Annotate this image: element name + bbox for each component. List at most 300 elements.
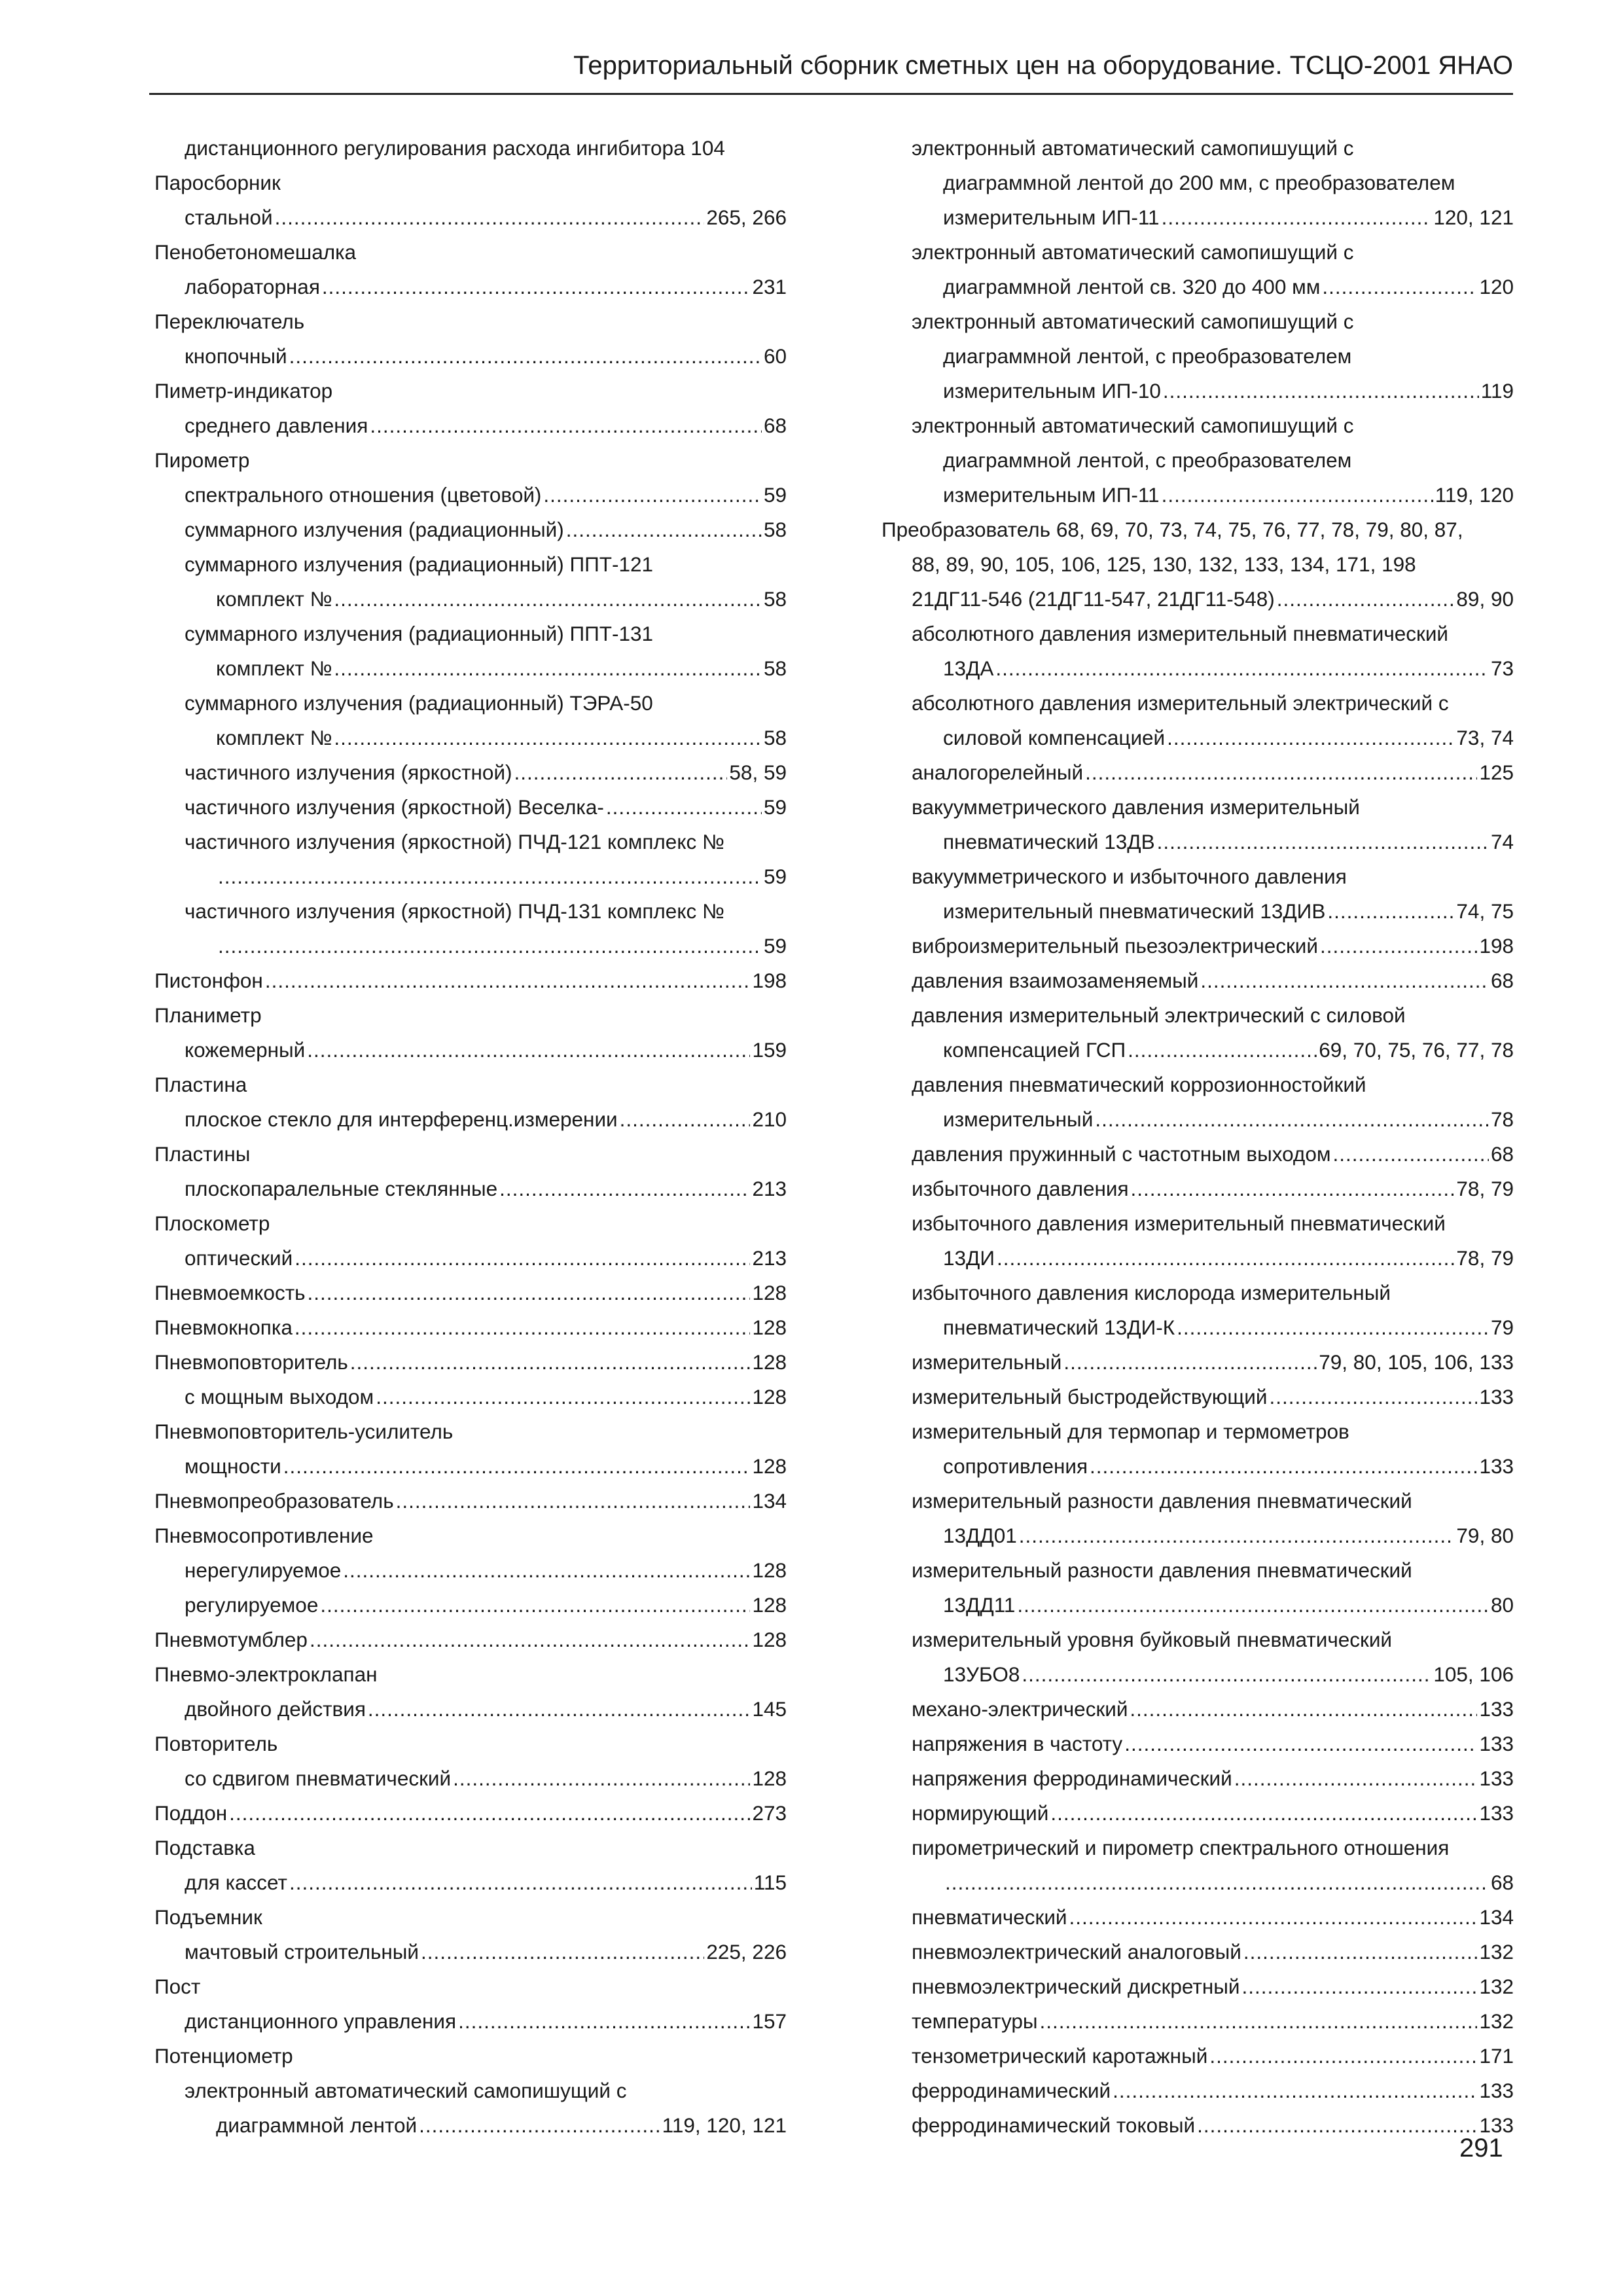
index-term: со сдвигом пневматический — [185, 1767, 452, 1790]
index-term: Пост — [154, 1975, 201, 1998]
index-entry — [154, 1935, 787, 1969]
dot-leader — [566, 512, 762, 547]
dot-leader — [310, 1623, 750, 1657]
index-term: электронный автоматический самопишущий с — [912, 310, 1354, 333]
page-reference: 68 — [1490, 969, 1514, 992]
index-term: оптический — [185, 1246, 293, 1270]
index-entry — [154, 963, 787, 998]
dot-leader — [218, 859, 762, 894]
index-entry — [154, 2073, 787, 2108]
index-term: абсолютного давления измерительный электрический с — [912, 691, 1449, 715]
index-term: 13ДД11 — [943, 1593, 1016, 1617]
index-term: частичного излучения (яркостной) ПЧД-131 комплекс № — [185, 899, 724, 923]
dot-leader — [419, 2108, 660, 2143]
index-entry — [882, 1727, 1514, 1761]
index-entry — [882, 929, 1514, 963]
index-entry — [882, 1345, 1514, 1380]
index-entry — [882, 1414, 1514, 1449]
index-term: комплект № — [216, 656, 332, 680]
page-reference: 58 — [763, 726, 787, 749]
index-entry — [154, 1553, 787, 1588]
page-reference: 128 — [752, 1316, 787, 1339]
index-entry — [882, 1935, 1514, 1969]
dot-leader — [294, 1241, 750, 1276]
index-term: Пистонфон — [154, 969, 263, 992]
index-entry — [154, 1414, 787, 1449]
index-term: диаграммной лентой, с преобразователем — [943, 344, 1352, 368]
index-entry — [154, 1692, 787, 1727]
index-entry — [154, 825, 787, 859]
dot-leader — [289, 1865, 752, 1900]
index-term: 88, 89, 90, 105, 106, 125, 130, 132, 133, 134, 171, 198 — [912, 552, 1416, 576]
index-term: давления пружинный с частотным выходом — [912, 1142, 1331, 1166]
index-entry — [154, 408, 787, 443]
index-entry — [154, 998, 787, 1033]
index-term: суммарного излучения (радиационный) ТЭРА-50 — [185, 691, 653, 715]
index-term: нормирующий — [912, 1801, 1049, 1825]
dot-leader — [1269, 1380, 1477, 1414]
index-entry — [882, 1553, 1514, 1588]
index-term: Пластины — [154, 1142, 251, 1166]
index-entry — [154, 686, 787, 721]
index-term: давления взаимозаменяемый — [912, 969, 1199, 992]
dot-leader — [1085, 755, 1477, 790]
index-entry — [882, 1067, 1514, 1102]
index-entry — [882, 617, 1514, 651]
index-entry — [882, 1449, 1514, 1484]
index-entry — [882, 963, 1514, 998]
index-term: измерительный разности давления пневматический — [912, 1489, 1412, 1513]
dot-leader — [334, 582, 762, 617]
dot-leader — [1234, 1761, 1478, 1796]
dot-leader — [265, 963, 751, 998]
page-reference: 119, 120, 121 — [662, 2113, 787, 2137]
index-entry — [154, 374, 787, 408]
index-term: виброизмерительный пьезоэлектрический — [912, 934, 1318, 958]
page-reference: 128 — [752, 1558, 787, 1582]
page-reference: 198 — [752, 969, 787, 992]
page-reference: 73, 74 — [1456, 726, 1514, 749]
index-term: измерительный быстродействующий — [912, 1385, 1268, 1408]
dot-leader — [945, 1865, 1489, 1900]
page-reference: 78, 79 — [1456, 1246, 1514, 1270]
page-reference: 273 — [752, 1801, 787, 1825]
index-entry — [882, 1865, 1514, 1900]
index-term: механо-электрический — [912, 1697, 1128, 1721]
index-entry — [882, 304, 1514, 339]
index-term: Поддон — [154, 1801, 228, 1825]
index-term: нерегулируемое — [185, 1558, 342, 1582]
dot-leader — [514, 755, 728, 790]
index-entry — [882, 1657, 1514, 1692]
page-reference: 198 — [1479, 934, 1514, 958]
dot-leader — [1200, 963, 1489, 998]
dot-leader — [606, 790, 762, 825]
page-reference: 59 — [763, 795, 787, 819]
index-term: Потенциометр — [154, 2044, 293, 2068]
dot-leader — [1128, 1033, 1317, 1067]
index-term: кнопочный — [185, 344, 287, 368]
index-entry — [154, 1865, 787, 1900]
index-term: суммарного излучения (радиационный) ППТ-131 — [185, 622, 654, 645]
index-entry — [154, 270, 787, 304]
dot-leader — [1177, 1310, 1489, 1345]
page-reference: 58, 59 — [729, 761, 787, 784]
index-term: Преобразователь 68, 69, 70, 73, 74, 75, 76, 77, 78, 79, 80, 87, — [882, 518, 1463, 541]
index-entry — [882, 1033, 1514, 1067]
index-entry — [882, 1623, 1514, 1657]
dot-leader — [1157, 825, 1489, 859]
index-entry — [154, 721, 787, 755]
index-entry — [882, 270, 1514, 304]
index-term: пневматический 13ДИ-К — [943, 1316, 1175, 1339]
index-entry — [154, 1831, 787, 1865]
index-entry — [882, 2108, 1514, 2143]
index-entry — [882, 1206, 1514, 1241]
dot-leader — [370, 408, 762, 443]
index-entry — [882, 131, 1514, 166]
page-reference: 133 — [1479, 1732, 1514, 1755]
index-term: Пенобетономешалка — [154, 240, 357, 264]
dot-leader — [1095, 1102, 1489, 1137]
index-term: лабораторная — [185, 275, 320, 298]
index-entry — [882, 1900, 1514, 1935]
index-entry — [154, 1900, 787, 1935]
dot-leader — [1162, 200, 1432, 235]
page-reference: 159 — [752, 1038, 787, 1062]
index-entry — [882, 1796, 1514, 1831]
index-entry — [154, 1172, 787, 1206]
index-term: ферродинамический — [912, 2079, 1111, 2102]
page-reference: 59 — [763, 934, 787, 958]
index-entry — [154, 166, 787, 200]
index-term: Пневмо-электроклапан — [154, 1662, 378, 1686]
page-reference: 132 — [1479, 2009, 1514, 2033]
index-term: суммарного излучения (радиационный) — [185, 518, 564, 541]
index-entry — [882, 408, 1514, 443]
index-term: давления пневматический коррозионностойкий — [912, 1073, 1366, 1096]
index-entry — [882, 1692, 1514, 1727]
index-term: Повторитель — [154, 1732, 278, 1755]
dot-leader — [218, 929, 762, 963]
index-term: Пиметр-индикатор — [154, 379, 333, 403]
page-reference: 128 — [752, 1281, 787, 1304]
page-reference: 132 — [1479, 1940, 1514, 1964]
index-entry — [154, 478, 787, 512]
page-reference: 60 — [763, 344, 787, 368]
index-term: напряжения в частоту — [912, 1732, 1123, 1755]
index-entry — [154, 1518, 787, 1553]
index-entry — [154, 1033, 787, 1067]
page-reference: 58 — [763, 587, 787, 611]
page-reference: 68 — [763, 414, 787, 437]
index-entry — [154, 617, 787, 651]
index-term: Пневмоповторитель-усилитель — [154, 1420, 454, 1443]
index-entry — [154, 200, 787, 235]
index-term: компенсацией ГСП — [943, 1038, 1126, 1062]
index-term: 13ДА — [943, 656, 994, 680]
dot-leader — [1277, 582, 1455, 617]
dot-leader — [1197, 2108, 1477, 2143]
dot-leader — [322, 270, 751, 304]
index-term: силовой компенсацией — [943, 726, 1166, 749]
index-entry — [882, 721, 1514, 755]
index-term: Пневмоповторитель — [154, 1350, 348, 1374]
page-reference: 134 — [1479, 1905, 1514, 1929]
dot-leader — [499, 1172, 750, 1206]
dot-leader — [1130, 1692, 1477, 1727]
index-entry — [154, 755, 787, 790]
page-reference: 132 — [1479, 1975, 1514, 1998]
index-entry — [154, 1796, 787, 1831]
page-reference: 231 — [752, 275, 787, 298]
dot-leader — [229, 1796, 750, 1831]
index-entry — [882, 651, 1514, 686]
dot-leader — [1113, 2073, 1477, 2108]
page-reference: 73 — [1490, 656, 1514, 680]
index-entry — [154, 651, 787, 686]
index-term: Плоскометр — [154, 1211, 270, 1235]
index-term: вакуумметрического и избыточного давления — [912, 865, 1347, 888]
index-term: Пневмосопротивление — [154, 1524, 374, 1547]
index-term: Пневмоемкость — [154, 1281, 306, 1304]
running-header — [149, 47, 1513, 95]
index-entry — [882, 1518, 1514, 1553]
page-reference: 59 — [763, 483, 787, 507]
index-column-right — [882, 131, 1514, 2143]
index-term: Пластина — [154, 1073, 247, 1096]
header-title: Территориальный сборник сметных цен на оборудование. ТСЦО-2001 ЯНАО — [573, 51, 1513, 80]
dot-leader — [294, 1310, 751, 1345]
index-entry — [882, 755, 1514, 790]
index-entry — [154, 1761, 787, 1796]
index-entry — [882, 1761, 1514, 1796]
index-term: измерительный для термопар и термометров — [912, 1420, 1349, 1443]
page-reference: 68 — [1490, 1871, 1514, 1894]
index-entry — [154, 1276, 787, 1310]
index-entry — [154, 2039, 787, 2073]
index-entry — [882, 894, 1514, 929]
page-reference: 119 — [1480, 379, 1514, 403]
index-entry — [154, 339, 787, 374]
index-entry — [154, 1727, 787, 1761]
dot-leader — [320, 1588, 750, 1623]
index-term: Пневмотумблер — [154, 1628, 308, 1651]
page-reference: 133 — [1479, 1385, 1514, 1408]
index-term: среднего давления — [185, 414, 368, 437]
index-term: измерительный — [943, 1107, 1094, 1131]
index-term: измерительный пневматический 13ДИВ — [943, 899, 1326, 923]
index-term: диаграммной лентой — [216, 2113, 418, 2137]
index-entry — [882, 2004, 1514, 2039]
index-entry — [882, 859, 1514, 894]
dot-leader — [1209, 2039, 1477, 2073]
index-entry — [882, 1380, 1514, 1414]
page-reference: 225, 226 — [706, 1940, 787, 1964]
index-term: комплект № — [216, 587, 332, 611]
dot-leader — [1050, 1796, 1477, 1831]
index-entry — [154, 929, 787, 963]
index-term: пневматический 13ДВ — [943, 830, 1155, 853]
index-term: плоское стекло для интерференц.измерении — [185, 1107, 618, 1131]
index-entry — [154, 131, 787, 166]
dot-leader — [308, 1276, 751, 1310]
index-term: тензометрический каротажный — [912, 2044, 1208, 2068]
index-term: избыточного давления измерительный пневматический — [912, 1211, 1446, 1235]
page-reference: 115 — [753, 1871, 787, 1894]
index-term: абсолютного давления измерительный пневматический — [912, 622, 1449, 645]
page-reference: 133 — [1479, 2113, 1514, 2137]
index-term: комплект № — [216, 726, 332, 749]
dot-leader — [396, 1484, 751, 1518]
page-reference: 105, 106 — [1433, 1662, 1514, 1686]
index-entry — [154, 1206, 787, 1241]
page-reference: 59 — [763, 865, 787, 888]
index-term: пневмоэлектрический аналоговый — [912, 1940, 1241, 1964]
dot-leader — [1131, 1172, 1455, 1206]
dot-leader — [1063, 1345, 1317, 1380]
index-term: пневмоэлектрический дискретный — [912, 1975, 1240, 1998]
index-entry — [154, 894, 787, 929]
index-term: напряжения ферродинамический — [912, 1767, 1232, 1790]
dot-leader — [1333, 1137, 1489, 1172]
index-term: измерительным ИП-11 — [943, 206, 1160, 229]
page-reference: 78 — [1490, 1107, 1514, 1131]
index-entry — [882, 1310, 1514, 1345]
index-entry — [882, 339, 1514, 374]
dot-leader — [1069, 1900, 1478, 1935]
page-number: 291 — [1459, 2134, 1503, 2162]
page-reference: 128 — [752, 1628, 787, 1651]
index-entry — [882, 1276, 1514, 1310]
index-term: мачтовый строительный — [185, 1940, 419, 1964]
page-reference: 171 — [1479, 2044, 1514, 2068]
index-entry — [882, 686, 1514, 721]
index-entry — [882, 790, 1514, 825]
index-term: аналогорелейный — [912, 761, 1084, 784]
index-entry — [154, 512, 787, 547]
dot-leader — [1019, 1518, 1455, 1553]
page-reference: 128 — [752, 1350, 787, 1374]
dot-leader — [1167, 721, 1454, 755]
index-entry — [154, 1241, 787, 1276]
index-term: электронный автоматический самопишущий с — [912, 136, 1354, 160]
page-reference: 68 — [1490, 1142, 1514, 1166]
index-entry — [882, 1831, 1514, 1865]
index-term: Переключатель — [154, 310, 305, 333]
index-term: измерительным ИП-10 — [943, 379, 1161, 403]
index-term: давления измерительный электрический с силовой — [912, 1003, 1406, 1027]
dot-leader — [1322, 270, 1477, 304]
dot-leader — [343, 1553, 750, 1588]
dot-leader — [368, 1692, 751, 1727]
dot-leader — [453, 1761, 750, 1796]
index-term: с мощным выходом — [185, 1385, 374, 1408]
index-entry — [154, 1067, 787, 1102]
index-entry — [154, 1380, 787, 1414]
index-term: стальной — [185, 206, 273, 229]
index-term: избыточного давления — [912, 1177, 1129, 1200]
page-reference: 120, 121 — [1433, 206, 1514, 229]
index-term: измерительный — [912, 1350, 1062, 1374]
page-reference: 133 — [1479, 1767, 1514, 1790]
dot-leader — [283, 1449, 751, 1484]
index-entry — [882, 374, 1514, 408]
index-entry — [154, 443, 787, 478]
dot-leader — [1022, 1657, 1431, 1692]
index-entry — [882, 1102, 1514, 1137]
index-term: дистанционного управления — [185, 2009, 457, 2033]
dot-leader — [334, 651, 762, 686]
index-entry — [154, 2108, 787, 2143]
index-entry — [154, 2004, 787, 2039]
dot-leader — [307, 1033, 750, 1067]
index-term: Паросборник — [154, 171, 281, 194]
dot-leader — [1320, 929, 1477, 963]
index-term: мощности — [185, 1454, 281, 1478]
dot-leader — [1090, 1449, 1477, 1484]
index-term: 13УБО8 — [943, 1662, 1020, 1686]
index-entry — [154, 235, 787, 270]
index-term: плоскопаралельные стеклянные — [185, 1177, 498, 1200]
page-reference: 265, 266 — [706, 206, 787, 229]
index-entry — [882, 1484, 1514, 1518]
index-entry — [154, 547, 787, 582]
index-term: спектрального отношения (цветовой) — [185, 483, 542, 507]
index-entry — [882, 2073, 1514, 2108]
page-reference: 210 — [752, 1107, 787, 1131]
index-entry — [882, 478, 1514, 512]
page-reference: 133 — [1479, 1801, 1514, 1825]
dot-leader — [1163, 374, 1479, 408]
page-reference: 157 — [752, 2009, 787, 2033]
dot-leader — [1017, 1588, 1489, 1623]
index-term: измерительным ИП-11 — [943, 483, 1160, 507]
dot-leader — [376, 1380, 750, 1414]
page-reference: 79 — [1490, 1316, 1514, 1339]
index-term: Пневмокнопка — [154, 1316, 293, 1339]
page-reference: 133 — [1479, 1454, 1514, 1478]
index-entry — [154, 304, 787, 339]
index-term: температуры — [912, 2009, 1038, 2033]
page-reference: 133 — [1479, 2079, 1514, 2102]
index-entry — [882, 1969, 1514, 2004]
index-term: суммарного излучения (радиационный) ППТ-121 — [185, 552, 654, 576]
index-term: 13ДИ — [943, 1246, 995, 1270]
dot-leader — [421, 1935, 704, 1969]
index-term: дистанционного регулирования расхода ингибитора 104 — [185, 136, 725, 160]
dot-leader — [543, 478, 762, 512]
dot-leader — [1040, 2004, 1478, 2039]
index-entry — [154, 1310, 787, 1345]
dot-leader — [350, 1345, 751, 1380]
index-entry — [882, 1137, 1514, 1172]
index-entry — [882, 200, 1514, 235]
index-term: кожемерный — [185, 1038, 306, 1062]
index-entry — [154, 1449, 787, 1484]
dot-leader — [1243, 1935, 1478, 1969]
index-entry — [154, 1588, 787, 1623]
index-entry — [154, 859, 787, 894]
page-reference: 119, 120 — [1435, 483, 1514, 507]
index-entry — [882, 582, 1514, 617]
index-term: двойного действия — [185, 1697, 366, 1721]
index-entry — [154, 1657, 787, 1692]
dot-leader — [995, 651, 1489, 686]
index-entry — [882, 166, 1514, 200]
index-term: Планиметр — [154, 1003, 262, 1027]
index-entry — [882, 998, 1514, 1033]
